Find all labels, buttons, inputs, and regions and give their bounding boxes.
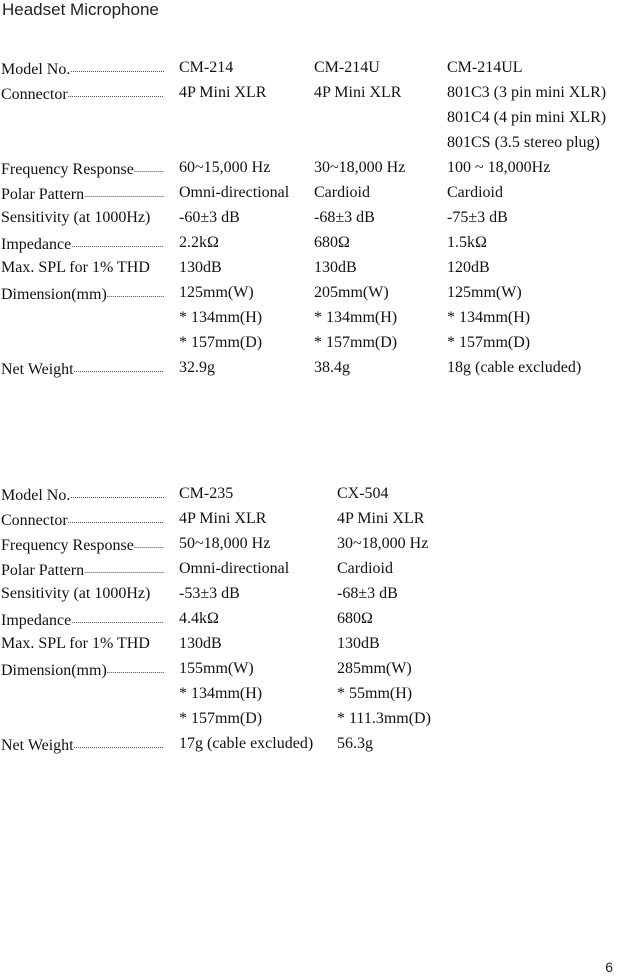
spec-value: 30~18,000 Hz: [314, 159, 406, 176]
spec-value: 4P Mini XLR: [179, 84, 267, 101]
spec-label: [1, 506, 164, 533]
spec-value: 130dB: [337, 635, 380, 652]
spec-label: [1, 531, 164, 558]
spec-value: -53±3 dB: [179, 585, 240, 602]
spec-label-text: Polar Pattern: [1, 186, 85, 203]
spec-label: [1, 656, 164, 683]
spec-label: [1, 155, 164, 182]
spec-label: [1, 55, 164, 82]
spec-value: -75±3 dB: [447, 209, 508, 226]
spec-value: 56.3g: [337, 735, 373, 752]
spec-label: [1, 581, 150, 606]
spec-value: 4P Mini XLR: [314, 84, 402, 101]
dot-leader: [74, 355, 164, 382]
spec-value: 130dB: [314, 259, 357, 276]
spec-value: 2.2kΩ: [179, 234, 219, 251]
spec-value: 205mm(W): [314, 284, 389, 301]
spec-label: [1, 481, 164, 508]
spec-value: * 157mm(D): [179, 710, 263, 727]
spec-label-text: Connector: [1, 86, 68, 103]
spec-label: [1, 280, 164, 307]
spec-value: 30~18,000 Hz: [337, 535, 429, 552]
spec-value: 801C4 (4 pin mini XLR): [447, 109, 607, 126]
spec-value: * 134mm(H): [314, 309, 398, 326]
spec-value: 125mm(W): [447, 284, 522, 301]
spec-value: * 55mm(H): [337, 685, 413, 702]
spec-value: * 111.3mm(D): [337, 710, 431, 727]
spec-value: 4P Mini XLR: [179, 510, 267, 527]
spec-value: 285mm(W): [337, 660, 412, 677]
spec-value: 32.9g: [179, 359, 215, 376]
spec-value: 801C3 (3 pin mini XLR): [447, 84, 607, 101]
spec-value: -68±3 dB: [337, 585, 398, 602]
dot-leader: [134, 531, 164, 558]
spec-label-text: Frequency Response: [1, 537, 134, 554]
spec-label-text: Model No.: [1, 61, 71, 78]
spec-label-text: Net Weight: [1, 737, 74, 754]
dot-leader: [74, 731, 164, 758]
spec-value: 18g (cable excluded): [447, 359, 582, 376]
spec-value: 50~18,000 Hz: [179, 535, 271, 552]
spec-label-text: Dimension(mm): [1, 662, 107, 679]
dot-leader: [107, 280, 164, 307]
page-number: 6: [605, 959, 613, 975]
spec-value: 125mm(W): [179, 284, 254, 301]
spec-value: 130dB: [179, 635, 222, 652]
spec-value: 680Ω: [337, 610, 373, 627]
spec-value: CM-214U: [314, 59, 380, 76]
dot-leader: [71, 230, 164, 257]
spec-label-text: Dimension(mm): [1, 286, 107, 303]
spec-value: 60~15,000 Hz: [179, 159, 271, 176]
spec-label-text: Sensitivity (at 1000Hz): [1, 209, 151, 226]
spec-label: [1, 355, 164, 382]
spec-label: [1, 731, 164, 758]
dot-leader: [68, 506, 164, 533]
spec-label: [1, 556, 164, 583]
spec-value: 155mm(W): [179, 660, 254, 677]
spec-value: Cardioid: [314, 184, 370, 201]
spec-label-text: Impedance: [1, 612, 72, 629]
spec-value: 17g (cable excluded): [179, 735, 314, 752]
spec-value: Omni-directional: [179, 184, 290, 201]
spec-label-text: Net Weight: [1, 361, 74, 378]
dot-leader: [70, 481, 164, 508]
spec-value: 1.5kΩ: [447, 234, 487, 251]
dot-leader: [107, 656, 164, 683]
spec-value: CM-235: [179, 485, 234, 502]
spec-value: * 157mm(D): [447, 334, 531, 351]
spec-label: [1, 606, 164, 633]
page-title: Headset Microphone: [2, 0, 159, 19]
spec-value: 100 ~ 18,000Hz: [447, 159, 551, 176]
spec-value: 38.4g: [314, 359, 350, 376]
dot-leader: [84, 556, 164, 583]
spec-value: * 134mm(H): [179, 685, 263, 702]
spec-label: [1, 205, 150, 230]
dot-leader: [71, 606, 164, 633]
spec-label-text: Max. SPL for 1% THD: [1, 635, 150, 652]
spec-value: 4P Mini XLR: [337, 510, 425, 527]
spec-value: * 157mm(D): [179, 334, 263, 351]
spec-label: [1, 255, 150, 280]
dot-leader: [68, 80, 164, 107]
spec-value: * 134mm(H): [179, 309, 263, 326]
spec-value: 4.4kΩ: [179, 610, 219, 627]
spec-label: [1, 230, 164, 257]
spec-value: 130dB: [179, 259, 222, 276]
spec-value: * 157mm(D): [314, 334, 398, 351]
dot-leader: [70, 55, 164, 82]
spec-label-text: Sensitivity (at 1000Hz): [1, 585, 151, 602]
spec-value: 801CS (3.5 stereo plug): [447, 134, 600, 151]
spec-label-text: Model No.: [1, 487, 71, 504]
spec-value: * 134mm(H): [447, 309, 531, 326]
spec-label: [1, 631, 150, 656]
spec-value: -68±3 dB: [314, 209, 375, 226]
spec-label-text: Polar Pattern: [1, 562, 85, 579]
spec-label-text: Max. SPL for 1% THD: [1, 259, 150, 276]
spec-value: Cardioid: [447, 184, 503, 201]
spec-value: Omni-directional: [179, 560, 290, 577]
spec-value: CM-214UL: [447, 59, 523, 76]
spec-value: 120dB: [447, 259, 490, 276]
spec-label: [1, 80, 164, 107]
spec-label: [1, 180, 164, 207]
dot-leader: [134, 155, 164, 182]
spec-value: 680Ω: [314, 234, 350, 251]
spec-value: -60±3 dB: [179, 209, 240, 226]
spec-value: CM-214: [179, 59, 234, 76]
spec-value: Cardioid: [337, 560, 393, 577]
spec-label-text: Connector: [1, 512, 68, 529]
spec-value: CX-504: [337, 485, 389, 502]
spec-label-text: Impedance: [1, 236, 72, 253]
dot-leader: [84, 180, 164, 207]
spec-label-text: Frequency Response: [1, 161, 134, 178]
